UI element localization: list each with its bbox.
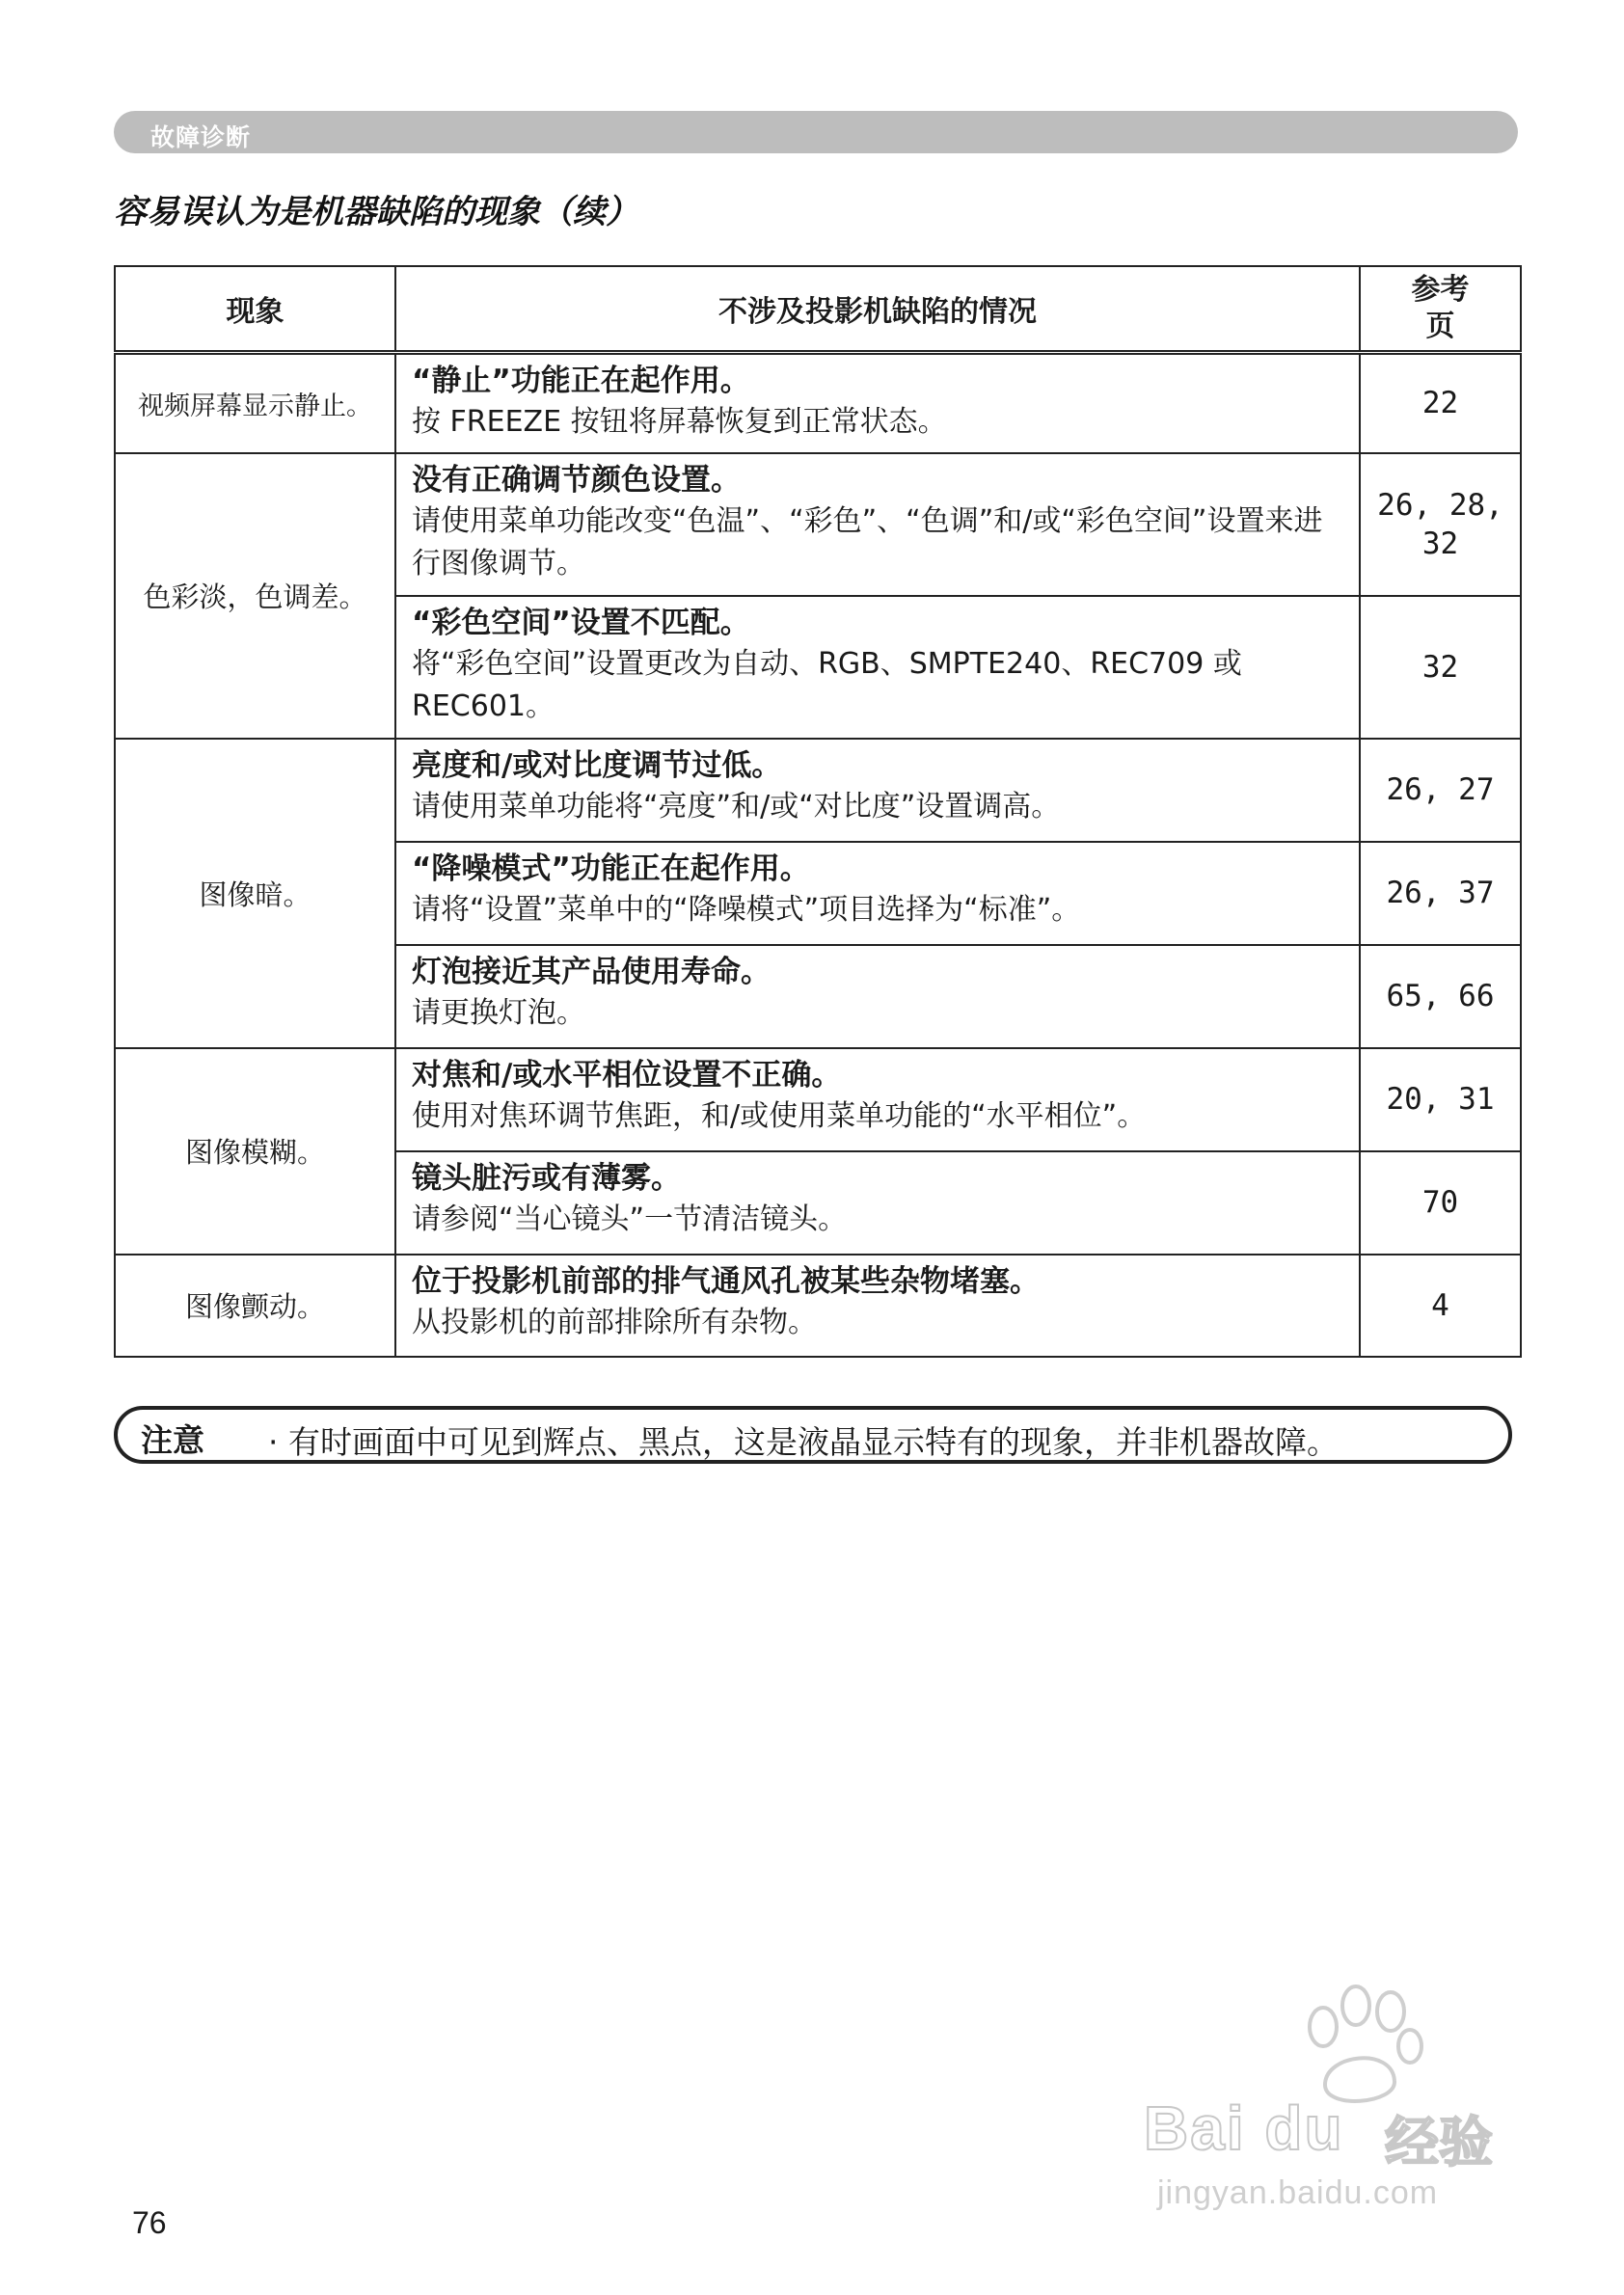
section-label: 故障诊断	[150, 123, 252, 151]
reference-cell: 32	[1360, 596, 1521, 739]
situation-desc: 请使用菜单功能将“亮度”和/或“对比度”设置调高。	[412, 789, 1061, 824]
situation-title: “彩色空间”设置不匹配。	[412, 605, 750, 640]
situation-title: “静止”功能正在起作用。	[412, 364, 750, 398]
note-text: · 有时画面中可见到辉点、黑点，这是液晶显示特有的现象，并非机器故障。	[268, 1423, 1339, 1461]
situation-desc: 请参阅“当心镜头”一节清洁镜头。	[412, 1202, 848, 1236]
note-label: 注意	[141, 1421, 204, 1459]
header-situation: 不涉及投影机缺陷的情况	[395, 266, 1360, 353]
table-row	[115, 453, 1521, 596]
phenomenon-cell: 图像模糊。	[115, 1048, 395, 1255]
phenomenon-cell: 图像颤动。	[115, 1255, 395, 1357]
reference-cell: 65, 66	[1360, 945, 1521, 1048]
situation-desc: 请使用菜单功能改变“色温”、“彩色”、“色调”和/或“彩色空间”设置来进行图像调节。	[412, 503, 1323, 580]
reference-cell: 26, 28, 32	[1360, 453, 1521, 596]
baidu-jingyan-watermark	[1144, 1977, 1549, 2211]
situation-cell	[395, 1048, 1360, 1151]
situation-title: 位于投影机前部的排气通风孔被某些杂物堵塞。	[412, 1263, 1040, 1299]
header-phenomenon: 现象	[115, 266, 395, 353]
page-subtitle: 容易误认为是机器缺陷的现象（续）	[114, 193, 638, 231]
situation-cell	[395, 842, 1360, 945]
reference-cell: 26, 27	[1360, 739, 1521, 842]
situation-desc: 请更换灯泡。	[412, 995, 585, 1030]
reference-cell: 4	[1360, 1255, 1521, 1357]
table-row	[115, 353, 1521, 453]
situation-desc: 将“彩色空间”设置更改为自动、RGB、SMPTE240、REC709 或 REC601。	[412, 646, 1242, 723]
reference-cell: 70	[1360, 1151, 1521, 1255]
section-header-bar	[114, 111, 1518, 153]
situation-desc: 使用对焦环调节焦距，和/或使用菜单功能的“水平相位”。	[412, 1098, 1147, 1133]
situation-desc: 从投影机的前部排除所有杂物。	[412, 1305, 817, 1339]
phenomenon-cell: 图像暗。	[115, 739, 395, 1048]
reference-cell: 22	[1360, 353, 1521, 453]
situation-title: 没有正确调节颜色设置。	[412, 462, 741, 498]
situation-title: 对焦和/或水平相位设置不正确。	[412, 1057, 842, 1093]
table-row	[115, 1048, 1521, 1151]
situation-cell	[395, 453, 1360, 596]
situation-title: “降噪模式”功能正在起作用。	[412, 850, 810, 886]
troubleshooting-table	[114, 265, 1522, 1358]
situation-title: 亮度和/或对比度调节过低。	[412, 747, 782, 783]
situation-desc: 请将“设置”菜单中的“降噪模式”项目选择为“标准”。	[412, 892, 1081, 927]
watermark-url: jingyan.baidu.com	[1157, 2174, 1439, 2211]
watermark-cn: 经验	[1385, 2112, 1493, 2174]
situation-cell	[395, 945, 1360, 1048]
reference-cell: 20, 31	[1360, 1048, 1521, 1151]
situation-cell	[395, 1151, 1360, 1255]
table-row	[115, 1255, 1521, 1357]
table-row	[115, 739, 1521, 842]
reference-cell: 26, 37	[1360, 842, 1521, 945]
situation-cell	[395, 739, 1360, 842]
phenomenon-cell: 视频屏幕显示静止。	[115, 353, 395, 453]
situation-cell	[395, 596, 1360, 739]
situation-title: 镜头脏污或有薄雾。	[412, 1160, 681, 1196]
situation-desc: 按 FREEZE 按钮将屏幕恢复到正常状态。	[412, 405, 947, 439]
table-header-row	[115, 266, 1521, 353]
situation-cell	[395, 353, 1360, 453]
phenomenon-cell: 色彩淡，色调差。	[115, 453, 395, 739]
situation-cell	[395, 1255, 1360, 1357]
note-box	[114, 1406, 1512, 1464]
header-reference: 参考 页	[1360, 266, 1521, 353]
page-number: 76	[132, 2205, 167, 2240]
watermark-brand: Bai du	[1144, 2093, 1344, 2163]
situation-title: 灯泡接近其产品使用寿命。	[412, 954, 771, 989]
